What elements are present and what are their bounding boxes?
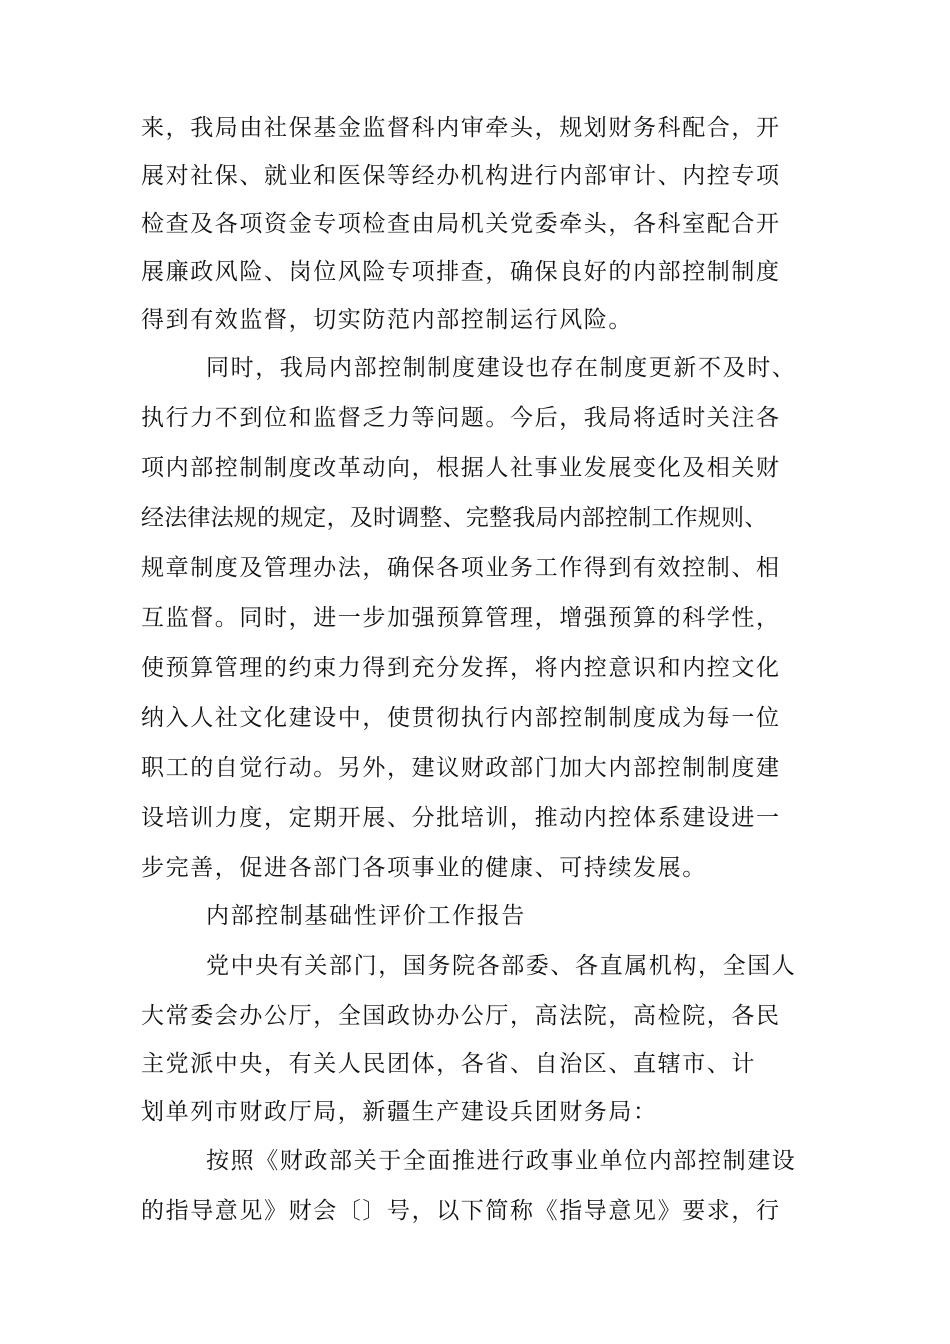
addressees-line-4: 划单列市财政厅局，新疆生产建设兵团财务局： (141, 1099, 658, 1125)
paragraph-1-line-4: 展廉政风险、岗位风险专项排查，确保良好的内部控制制度 (141, 259, 781, 285)
paragraph-1-line-1: 来，我局由社保基金监督科内审牵头，规划财务科配合，开 (141, 115, 781, 141)
paragraph-1-line-5: 得到有效监督，切实防范内部控制运行风险。 (141, 307, 633, 333)
report-title: 内部控制基础性评价工作报告 (206, 903, 526, 929)
paragraph-3-line-1: 按照《财政部关于全面推进行政事业单位内部控制建设 (206, 1148, 797, 1174)
paragraph-2-line-1: 同时，我局内部控制制度建设也存在制度更新不及时、 (206, 355, 797, 381)
paragraph-2-line-6: 互监督。同时，进一步加强预算管理，增强预算的科学性， (141, 605, 781, 631)
paragraph-2-line-2: 执行力不到位和监督乏力等问题。今后，我局将适时关注各 (141, 405, 781, 431)
paragraph-2-line-11: 步完善，促进各部门各项事业的健康、可持续发展。 (141, 855, 707, 881)
paragraph-2-line-9: 职工的自觉行动。另外，建议财政部门加大内部控制制度建 (141, 755, 781, 781)
addressees-line-3: 主党派中央，有关人民团体，各省、自治区、直辖市、计 (141, 1051, 756, 1077)
paragraph-2-line-8: 纳入人社文化建设中，使贯彻执行内部控制制度成为每一位 (141, 705, 781, 731)
paragraph-2-line-3: 项内部控制制度改革动向，根据人社事业发展变化及相关财 (141, 455, 781, 481)
paragraph-2-line-10: 设培训力度，定期开展、分批培训，推动内控体系建设进一 (141, 805, 781, 831)
paragraph-3-line-2: 的指导意见》财会〔〕号，以下简称《指导意见》要求，行 (141, 1198, 781, 1224)
addressees-line-1: 党中央有关部门，国务院各部委、各直属机构，全国人 (206, 953, 797, 979)
paragraph-2-line-4: 经法律法规的规定，及时调整、完整我局内部控制工作规则、 (141, 505, 768, 531)
paragraph-2-line-5: 规章制度及管理办法，确保各项业务工作得到有效控制、相 (141, 555, 781, 581)
paragraph-1-line-2: 展对社保、就业和医保等经办机构进行内部审计、内控专项 (141, 163, 781, 189)
paragraph-1-line-3: 检查及各项资金专项检查由局机关党委牵头，各科室配合开 (141, 211, 781, 237)
addressees-line-2: 大常委会办公厅，全国政协办公厅，高法院，高检院，各民 (141, 1003, 781, 1029)
paragraph-2-line-7: 使预算管理的约束力得到充分发挥，将内控意识和内控文化 (141, 655, 781, 681)
